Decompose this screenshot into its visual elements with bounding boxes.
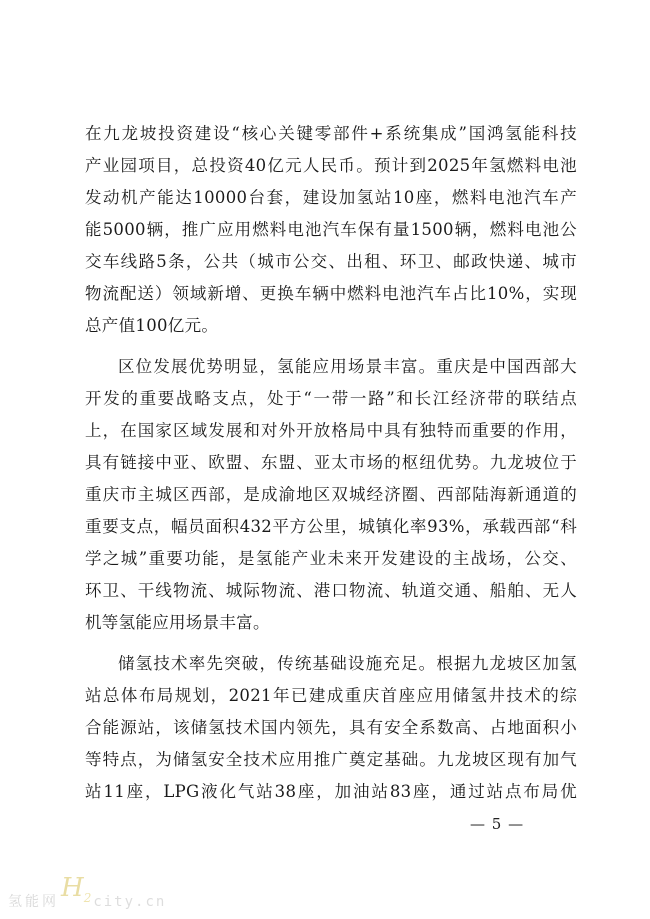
text-line: 站11座，LPG液化气站38座，加油站83座，通过站点布局优 [85, 782, 577, 801]
watermark-logo-sub: 2 [83, 891, 92, 905]
page-number: — 5 — [470, 815, 525, 833]
watermark-site-text: 氢能网 [8, 894, 59, 910]
text-line: 在九龙坡投资建设“核心关键零部件+系统集成”国鸿氢能科技 [85, 124, 577, 143]
h2-logo-icon [61, 874, 91, 912]
text-line: 发动机产能达10000台套，建设加氢站10座，燃料电池汽车产 [85, 188, 577, 207]
watermark-logo-letter: H [61, 872, 84, 903]
text-line: 学之城”重要功能，是氢能产业未来开发建设的主战场，公交、 [85, 549, 577, 568]
text-line: 具有链接中亚、欧盟、东盟、亚太市场的枢纽优势。九龙坡位于 [85, 453, 577, 472]
paragraph-2 [85, 351, 577, 639]
text-line: 重庆市主城区西部，是成渝地区双城经济圈、西部陆海新通道的 [85, 485, 577, 504]
paragraph-3 [85, 648, 577, 808]
text-line: 物流配送）领域新增、更换车辆中燃料电池汽车占比10%，实现 [85, 284, 577, 303]
document-body [85, 118, 577, 808]
site-watermark [8, 872, 167, 912]
text-line: 机等氢能应用场景丰富。 [85, 613, 270, 632]
text-line: 区位发展优势明显，氢能应用场景丰富。重庆是中国西部大 [118, 357, 577, 376]
paragraph-1 [85, 118, 577, 342]
text-line: 重要支点，幅员面积432平方公里，城镇化率93%，承载西部“科 [85, 517, 577, 536]
text-line: 开发的重要战略支点，处于“一带一路”和长江经济带的联结点 [85, 389, 577, 408]
text-line: 环卫、干线物流、城际物流、港口物流、轨道交通、船舶、无人 [85, 581, 577, 600]
text-line: 能5000辆，推广应用燃料电池汽车保有量1500辆，燃料电池公 [85, 220, 577, 239]
watermark-domain: city.cn [93, 894, 167, 910]
text-line: 站总体布局规划，2021年已建成重庆首座应用储氢井技术的综 [85, 686, 577, 705]
text-line: 储氢技术率先突破，传统基础设施充足。根据九龙坡区加氢 [118, 654, 577, 673]
text-line: 上，在国家区域发展和对外开放格局中具有独特而重要的作用， [85, 421, 577, 440]
text-line: 总产值100亿元。 [85, 316, 219, 335]
text-line: 产业园项目，总投资40亿元人民币。预计到2025年氢燃料电池 [85, 156, 577, 175]
text-line: 合能源站，该储氢技术国内领先，具有安全系数高、占地面积小 [85, 718, 577, 737]
text-line: 交车线路5条，公共（城市公交、出租、环卫、邮政快递、城市 [85, 252, 577, 271]
text-line: 等特点，为储氢安全技术应用推广奠定基础。九龙坡区现有加气 [85, 750, 577, 769]
